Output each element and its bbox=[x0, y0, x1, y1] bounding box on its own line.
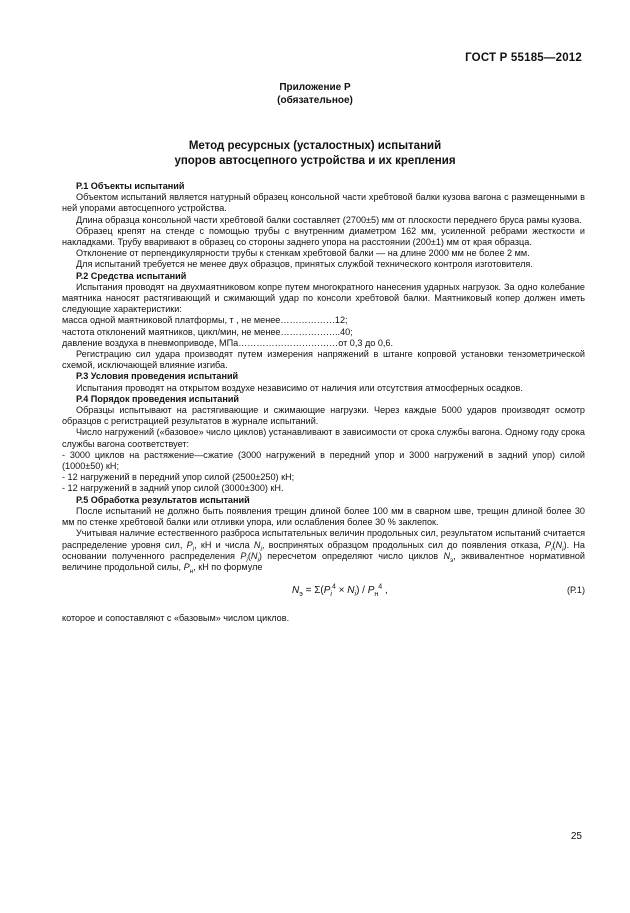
paragraph: Регистрацию сил удара производят путем измерения напряжений в штанге копровой установки тензометрической схемой, исключающей влияние изгиба. bbox=[62, 349, 585, 371]
appendix-heading bbox=[0, 81, 630, 107]
appendix-title: Приложение Р bbox=[279, 82, 351, 93]
list-item: - 12 нагружений в задний упор силой (3000±300) кН. bbox=[62, 483, 284, 494]
formula-number: (Р.1) bbox=[567, 585, 585, 596]
paragraph: После испытаний не должно быть появления трещин длиной более 100 мм в сварном шве, трещин длиной более 30 мм по стенке хребтовой балки или отливки упора, или ослабления более 30 % заклепок. bbox=[62, 505, 585, 528]
page-number: 25 bbox=[570, 831, 582, 842]
list-item: - 12 нагружений в передний упор силой (2500±250) кН; bbox=[62, 472, 295, 483]
paragraph: Объектом испытаний является натурный образец консольной части хребтовой балки кузова вагона с размещенными в ней упорами автосцепного устройства. bbox=[62, 192, 585, 214]
paragraph: Испытания проводят на открытом воздухе независимо от наличия или отсутствия атмосферных осадков. bbox=[76, 382, 523, 393]
paragraph: Длина образца консольной части хребтовой балки составляет (2700±5) мм от плоскости переднего бруса рамы кузова. bbox=[76, 214, 582, 225]
paragraph: Отклонение от перпендикулярности трубы к стенкам хребтовой балки — на длине 2000 мм не более 2 мм. bbox=[76, 248, 530, 259]
title-line-1: Метод ресурсных (усталостных) испытаний bbox=[188, 140, 442, 152]
spec-line: давление воздуха в пневмоприводе, МПа……………………………от 0,3 до 0,6. bbox=[62, 337, 394, 348]
paragraph: Для испытаний требуется не менее двух образцов, принятых службой технического контроля изготовителя. bbox=[76, 259, 533, 270]
document-body bbox=[62, 181, 585, 624]
closing-paragraph: которое и сопоставляют с «базовым» числом циклов. bbox=[62, 613, 290, 624]
section-heading: Р.2 Средства испытаний bbox=[76, 270, 187, 281]
section-heading: Р.1 Объекты испытаний bbox=[76, 181, 185, 191]
section-heading: Р.3 Условия проведения испытаний bbox=[76, 371, 239, 382]
standard-code: ГОСТ Р 55185—2012 bbox=[465, 52, 582, 64]
spec-line: частота отклонений маятников, цикл/мин, не менее………………..40; bbox=[62, 326, 353, 337]
paragraph: Образец крепят на стенде с помощью трубы с внутренним диаметром 162 мм, усиленной ребрами жесткости и накладками. Трубу вваривают в образец со стороны заднего упора на расстоянии (200±1) мм от края образца. bbox=[62, 225, 585, 248]
paragraph: Испытания проводят на двухмаятниковом копре путем многократного нанесения ударных нагрузок. За одно колебание маятника наносят растягивающий и сжимающий удар по консоли хребтовой балки. Маятниковый копер должен иметь следующие характеристики: bbox=[62, 281, 585, 315]
statistics-paragraph: Учитывая наличие естественного разброса испытательных величин продольных сил, результатом испытаний считается распределение уровня сил, $P_i$, кН и числа $N_i$, воспринятых образцом продольных сил до появления отказа, $P_i(N_i)$. На основании полученного распределения $P_i(N_i)$ пересчетом определяют число циклов $N_э$, эквивалентное нормативной величине продольной силы, $P_н$, кН по формуле bbox=[62, 528, 585, 575]
spec-line: масса одной маятниковой платформы, т , не менее………………12; bbox=[62, 315, 348, 326]
list-item: - 3000 циклов на растяжение—сжатие (3000 нагружений в передний упор и 3000 нагружений в задний упор) силой (1000±50) кН; bbox=[62, 449, 585, 472]
paragraph: Образцы испытывают на растягивающие и сжимающие нагрузки. Через каждые 5000 ударов производят осмотр образцов с регистрацией результатов в журнале испытаний. bbox=[62, 405, 585, 427]
paragraph: Число нагружений («базовое» число циклов) устанавливают в зависимости от срока службы вагона. Одному году срока службы вагона соответствует: bbox=[62, 427, 585, 449]
section-heading: Р.5 Обработка результатов испытаний bbox=[76, 494, 250, 505]
document-title bbox=[0, 139, 630, 169]
formula-block bbox=[62, 577, 585, 607]
section-heading: Р.4 Порядок проведения испытаний bbox=[76, 393, 240, 404]
appendix-status: (обязательное) bbox=[277, 95, 353, 106]
title-line-2: упоров автосцепного устройства и их крепления bbox=[174, 155, 456, 167]
formula-expression: $N_э = \Sigma(P_i^4 \times N_i) / P_н^4$ , bbox=[292, 583, 388, 599]
